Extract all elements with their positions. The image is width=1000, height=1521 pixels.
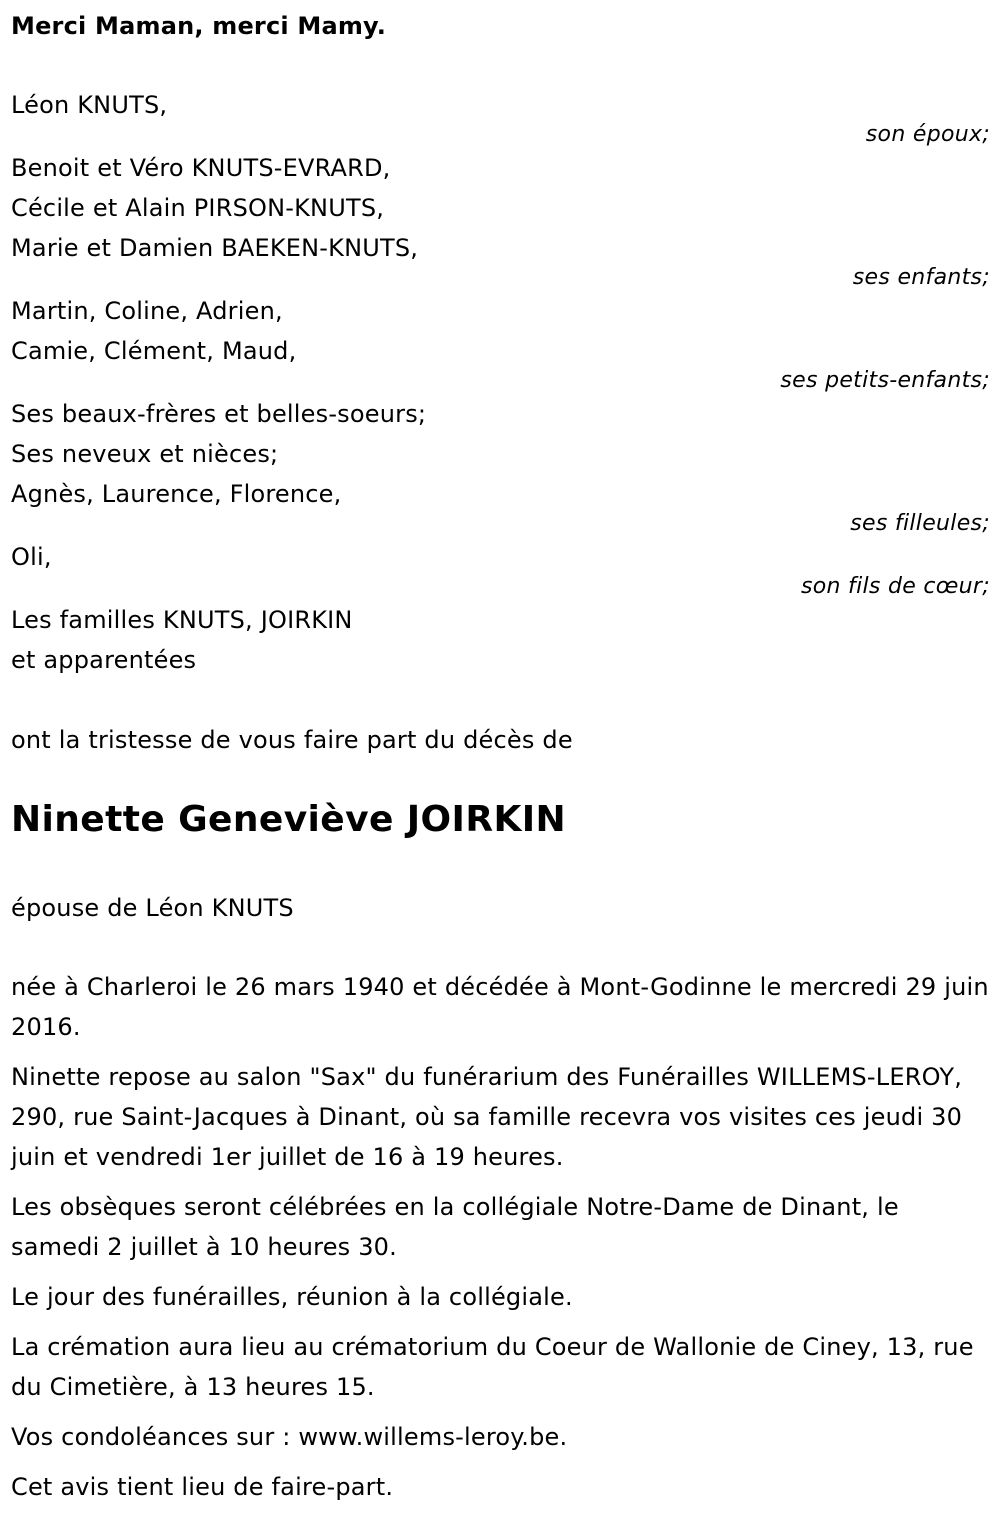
family-name-line: et apparentées <box>11 646 197 674</box>
family-name-line: Cécile et Alain PIRSON-KNUTS, <box>11 194 385 222</box>
obituary-notice <box>11 0 990 1501</box>
family-name-line: Léon KNUTS, <box>11 91 168 119</box>
detail-condolences: Vos condoléances sur : www.willems-leroy.be. <box>11 1423 568 1451</box>
family-name-line: Benoit et Véro KNUTS-EVRARD, <box>11 154 391 182</box>
family-group-grandchildren <box>11 291 990 393</box>
family-name-line: Martin, Coline, Adrien, <box>11 297 283 325</box>
detail-birth-death: née à Charleroi le 26 mars 1940 et décédée à Mont-Godinne le mercredi 29 juin 2016. <box>11 973 989 1041</box>
family-name-line: Camie, Clément, Maud, <box>11 337 297 365</box>
family-name-line: Ses beaux-frères et belles-soeurs; <box>11 400 427 428</box>
family-group-families <box>11 600 990 680</box>
family-role: son époux; <box>865 122 990 147</box>
family-name-line: Marie et Damien BAEKEN-KNUTS, <box>11 234 419 262</box>
intro-thanks: Merci Maman, merci Mamy. <box>11 12 387 40</box>
detail-funeral: Les obsèques seront célébrées en la collégiale Notre-Dame de Dinant, le samedi 2 juillet à 10 heures 30. <box>11 1193 899 1261</box>
family-name-line: Ses neveux et nièces; <box>11 440 279 468</box>
family-group-children <box>11 148 990 290</box>
announcement-sentence: ont la tristesse de vous faire part du décès de <box>11 726 573 754</box>
family-group-spouse <box>11 85 990 147</box>
family-group-goddaughters <box>11 394 990 536</box>
family-group-heart-son <box>11 537 990 599</box>
deceased-name: Ninette Geneviève JOIRKIN <box>11 799 567 840</box>
detail-cremation: La crémation aura lieu au crématorium du Coeur de Wallonie de Ciney, 13, rue du Cimetière, à 13 heures 15. <box>11 1333 974 1401</box>
family-name-line: Oli, <box>11 543 52 571</box>
details-section <box>11 967 990 1507</box>
family-role: ses filleules; <box>850 511 990 536</box>
detail-meeting: Le jour des funérailles, réunion à la collégiale. <box>11 1283 573 1311</box>
detail-notice: Cet avis tient lieu de faire-part. <box>11 1473 394 1501</box>
detail-visitation: Ninette repose au salon "Sax" du funérarium des Funérailles WILLEMS-LEROY, 290, rue Saint-Jacques à Dinant, où sa famille recevra vos visites ces jeudi 30 juin et vendredi 1er juillet de 16 à 19 heures. <box>11 1063 963 1171</box>
family-role: son fils de cœur; <box>801 574 990 599</box>
spouse-line: épouse de Léon KNUTS <box>11 894 294 922</box>
family-role: ses petits-enfants; <box>780 368 990 393</box>
family-name-line: Les familles KNUTS, JOIRKIN <box>11 606 353 634</box>
family-name-line: Agnès, Laurence, Florence, <box>11 480 342 508</box>
family-role: ses enfants; <box>852 265 990 290</box>
